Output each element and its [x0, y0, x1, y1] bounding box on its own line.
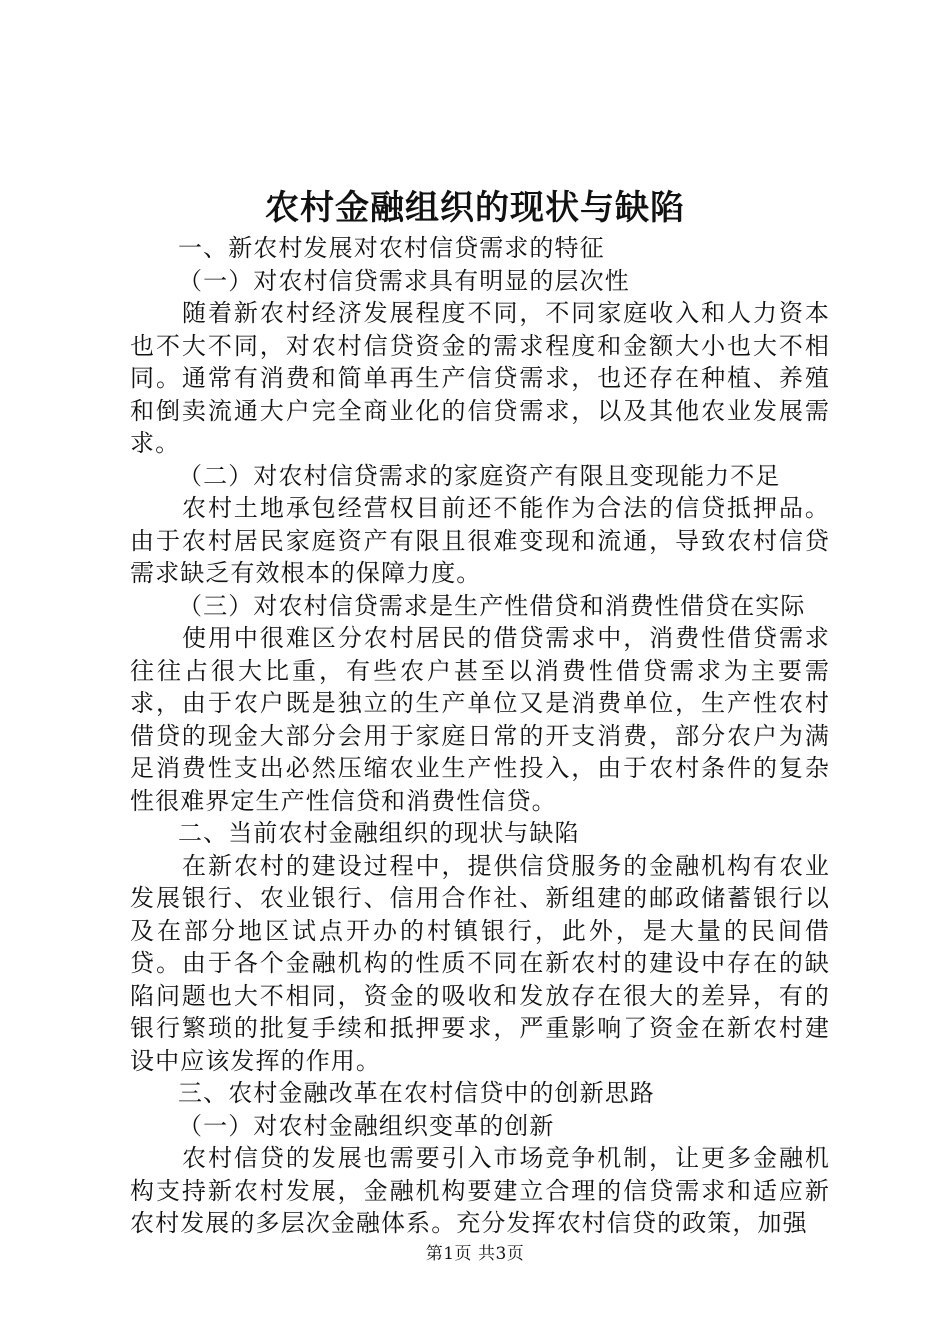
page-footer: 第1页 共3页 — [425, 1244, 525, 1264]
subsection-heading-1-1: （一）对农村信贷需求具有明显的层次性 — [178, 266, 630, 295]
paragraph-4: 在新农村的建设过程中，提供信贷服务的金融机构有农业发展银行、农业银行、信用合作社、新组建的邮政储蓄银行以及在部分地区试点开办的村镇银行，此外，是大量的民间借贷。由于各个金融机构的性质不同在新农村的建设中存在的缺陷问题也大不相同，资金的吸收和发放存在很大的差异，有的银行繁琐的批复手续和抵押要求，严重影响了资金在新农村建设中应该发挥的作用。 — [130, 851, 830, 1075]
section-heading-2: 二、当前农村金融组织的现状与缺陷 — [178, 819, 580, 847]
paragraph-5: 农村信贷的发展也需要引入市场竞争机制，让更多金融机构支持新农村发展，金融机构要建立合理的信贷需求和适应新农村发展的多层次金融体系。充分发挥农村信贷的政策，加强 — [130, 1144, 830, 1237]
subsection-heading-1-3: （三）对农村信贷需求是生产性借贷和消费性借贷在实际 — [178, 591, 806, 620]
document-title: 农村金融组织的现状与缺陷 — [265, 188, 685, 228]
section-heading-1: 一、新农村发展对农村信贷需求的特征 — [178, 234, 605, 262]
section-heading-3: 三、农村金融改革在农村信贷中的创新思路 — [178, 1079, 655, 1107]
subsection-heading-1-2: （二）对农村信贷需求的家庭资产有限且变现能力不足 — [178, 461, 781, 490]
paragraph-3: 使用中很难区分农村居民的借贷需求中，消费性借贷需求往往占很大比重，有些农户甚至以消费性借贷需求为主要需求，由于农户既是独立的生产单位又是消费单位，生产性农村借贷的现金大部分会用于家庭日常的开支消费，部分农户为满足消费性支出必然压缩农业生产性投入，由于农村条件的复杂性很难界定生产性信贷和消费性信贷。 — [130, 624, 830, 815]
paragraph-2: 农村土地承包经营权目前还不能作为合法的信贷抵押品。由于农村居民家庭资产有限且很难变现和流通，导致农村信贷需求缺乏有效根本的保障力度。 — [130, 494, 830, 587]
paragraph-1: 随着新农村经济发展程度不同，不同家庭收入和人力资本也不大不同，对农村信贷资金的需求程度和金额大小也大不相同。通常有消费和简单再生产信贷需求，也还存在种植、养殖和倒卖流通大户完全商业化的信贷需求，以及其他农业发展需求。 — [130, 299, 830, 457]
document-body — [130, 232, 830, 1240]
subsection-heading-3-1: （一）对农村金融组织变革的创新 — [178, 1111, 555, 1140]
